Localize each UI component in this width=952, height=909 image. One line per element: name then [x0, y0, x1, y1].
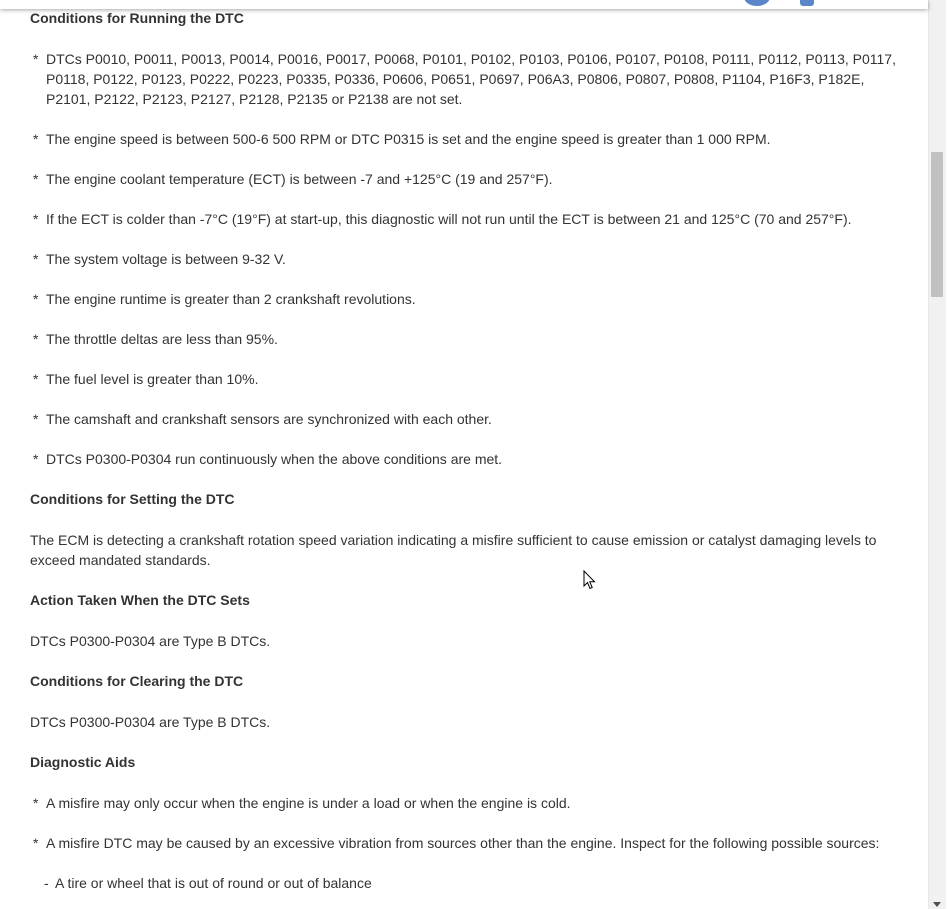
scroll-down-arrow-icon[interactable]: [933, 902, 941, 907]
sub-list-item: [44, 873, 372, 893]
heading-running: Conditions for Running the DTC: [30, 10, 244, 26]
bullet-text: A misfire may only occur when the engine is under a load or when the engine is cold.: [46, 795, 571, 811]
list-item: [30, 129, 905, 149]
list-item: [30, 793, 905, 813]
bullet-text: The engine speed is between 500-6 500 RPM or DTC P0315 is set and the engine speed is greater than 1 000 RPM.: [46, 131, 771, 147]
list-item: [30, 209, 905, 229]
bullet-text: The engine runtime is greater than 2 crankshaft revolutions.: [46, 291, 416, 307]
bullet-text: The system voltage is between 9-32 V.: [46, 251, 286, 267]
bullet-mark: *: [33, 291, 39, 307]
heading-setting: Conditions for Setting the DTC: [30, 491, 235, 507]
vertical-scrollbar[interactable]: [928, 0, 946, 909]
bullet-text: A misfire DTC may be caused by an excessive vibration from sources other than the engine. Inspect for the following possible sources:: [46, 835, 880, 851]
help-icon[interactable]: [800, 0, 814, 6]
bullet-text: The fuel level is greater than 10%.: [46, 371, 259, 387]
paragraph-setting: The ECM is detecting a crankshaft rotation speed variation indicating a misfire sufficient to cause emission or catalyst damaging levels to exceed mandated standards.: [30, 532, 877, 568]
heading-diagnostic-aids: Diagnostic Aids: [30, 754, 136, 770]
bullet-text: The engine coolant temperature (ECT) is between -7 and +125°C (19 and 257°F).: [46, 171, 553, 187]
dash-mark: -: [44, 875, 49, 891]
scrollbar-thumb[interactable]: [931, 152, 943, 297]
top-toolbar: [0, 0, 928, 9]
bullet-text: DTCs P0010, P0011, P0013, P0014, P0016, P0017, P0068, P0101, P0102, P0103, P0106, P0107, P0108, P0111, P0112, P0113, P0117, P0118, P0122, P0123, P0222, P0223, P0335, P0336, P0606, P0651, P0697, P06A3, P0806, P0807, P0808, P1104, P16F3, P182E, P2101, P2122, P2123, P2127, P2128, P2135 or P2138 are not set.: [46, 51, 896, 107]
mouse-pointer-icon: [583, 570, 597, 592]
list-item: [30, 329, 905, 349]
sub-bullet-text: A tire or wheel that is out of round or out of balance: [55, 875, 372, 891]
bullet-mark: *: [33, 171, 39, 187]
list-item: [30, 249, 905, 269]
heading-clearing: Conditions for Clearing the DTC: [30, 673, 244, 689]
bullet-mark: *: [33, 211, 39, 227]
bullet-mark: *: [33, 331, 39, 347]
bullet-text: The camshaft and crankshaft sensors are synchronized with each other.: [46, 411, 492, 427]
bullet-text: DTCs P0300-P0304 run continuously when the above conditions are met.: [46, 451, 503, 467]
list-item: [30, 409, 905, 429]
heading-action: Action Taken When the DTC Sets: [30, 592, 250, 608]
bullet-mark: *: [33, 795, 39, 811]
list-item: [30, 289, 905, 309]
list-item: [30, 833, 905, 853]
bullet-mark: *: [33, 835, 39, 851]
user-avatar-icon[interactable]: [744, 0, 770, 6]
list-item: [30, 449, 905, 469]
bullet-mark: *: [33, 451, 39, 467]
bullet-mark: *: [33, 411, 39, 427]
bullet-text: If the ECT is colder than -7°C (19°F) at start-up, this diagnostic will not run until the ECT is between 21 and 125°C (70 and 257°F).: [46, 211, 852, 227]
bullet-mark: *: [33, 131, 39, 147]
bullet-text: The throttle deltas are less than 95%.: [46, 331, 278, 347]
list-item: [30, 49, 905, 109]
paragraph-clearing: DTCs P0300-P0304 are Type B DTCs.: [30, 714, 271, 730]
bullet-mark: *: [33, 251, 39, 267]
bullet-mark: *: [33, 51, 39, 67]
list-item: [30, 369, 905, 389]
paragraph-action: DTCs P0300-P0304 are Type B DTCs.: [30, 633, 271, 649]
list-item: [30, 169, 905, 189]
bullet-mark: *: [33, 371, 39, 387]
